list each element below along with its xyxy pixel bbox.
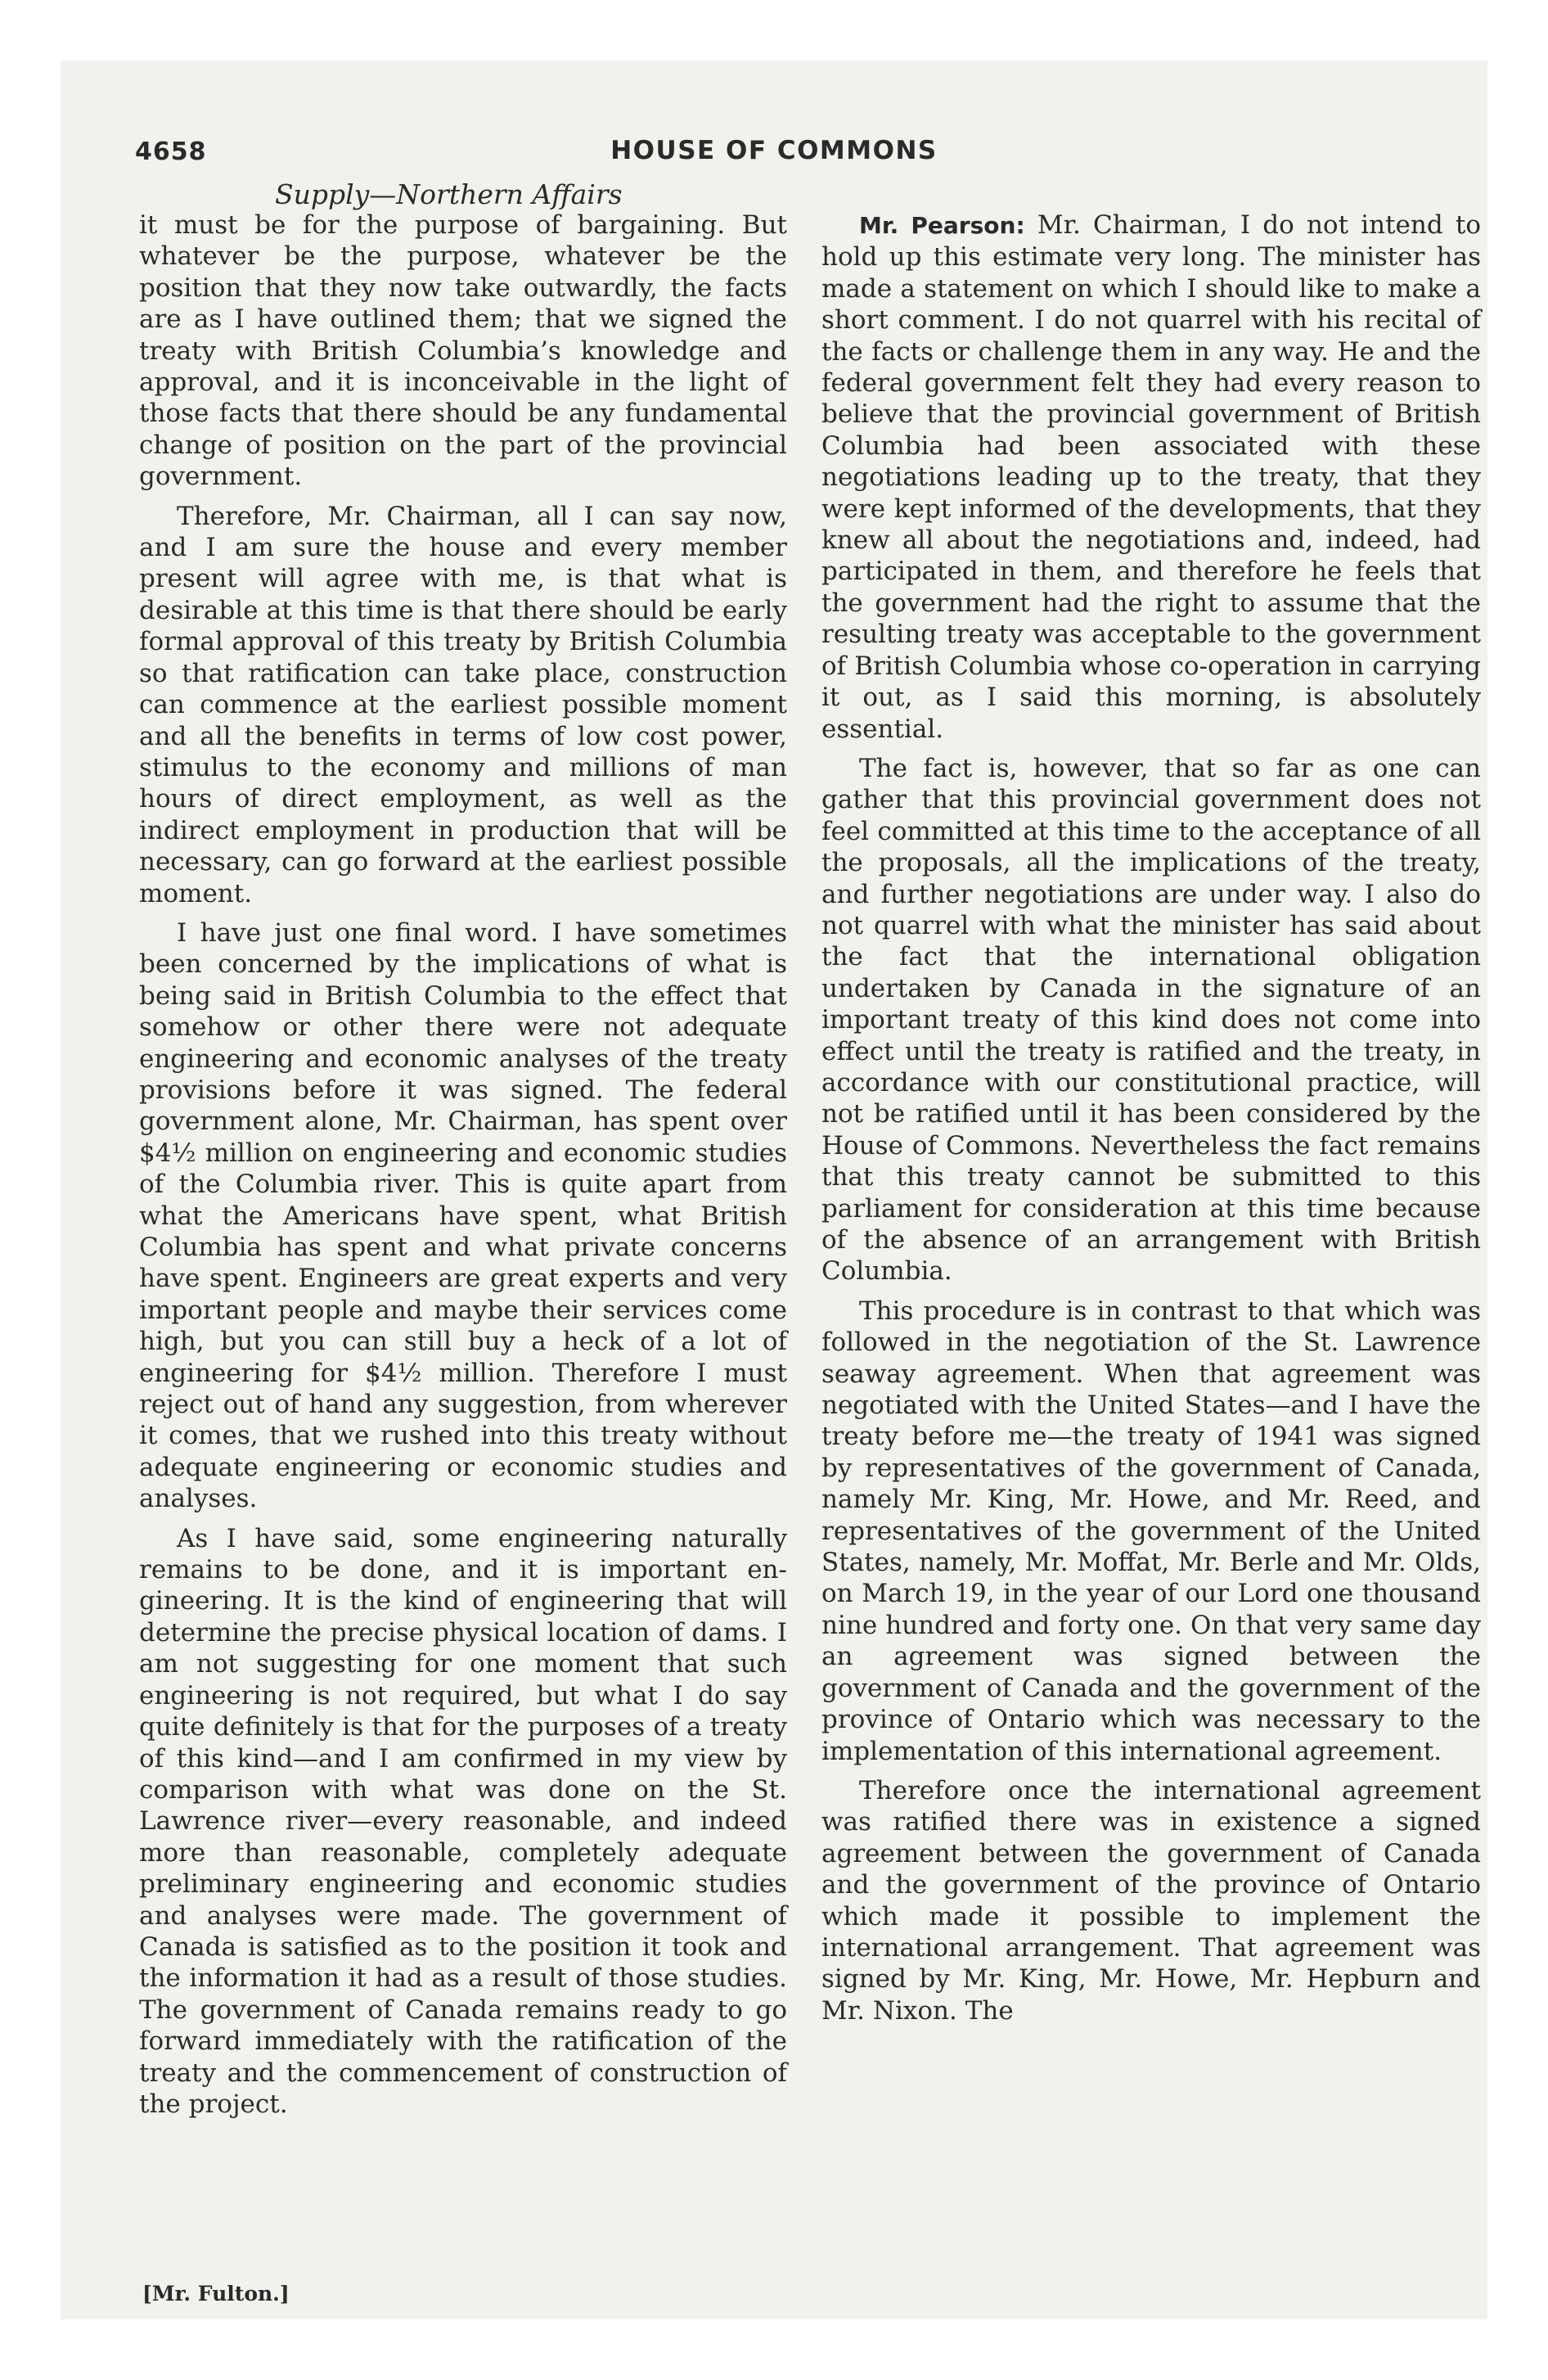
paragraph: it must be for the purpose of bargaining. But whatever be the purpose, whatever be the position that they now take outwardly, the facts are as I have outlined them; that we signed the treaty with British Columbia’s knowledge and approval, and it is inconceivable in the light of those facts that there should be any fundamental change of position on the part of the provincial government. <box>139 210 787 492</box>
paragraph <box>821 210 1481 745</box>
paragraph: As I have said, some engineering naturally remains to be done, and it is important engineering. It is the kind of engineering that will determine the precise physical location of dams. I am not suggesting for one moment that such engineering is not required, but what I do say quite definitely is that for the purposes of a treaty of this kind—and I am confirmed in my view by comparison with what was done on the St. Lawrence river—every reasonable, and indeed more than reasonable, completely adequate preliminary engineering and economic studies and analyses were made. The government of Canada is satisfied as to the position it took and the information it had as a result of those studies. The government of Canada remains ready to go forward immediately with the ratification of the treaty and the commencement of construction of the project. <box>139 1523 787 2119</box>
paragraph: I have just one final word. I have sometimes been concerned by the implications of what is being said in British Columbia to the effect that somehow or other there were not adequate engineering and economic analyses of the treaty provisions before it was signed. The federal government alone, Mr. Chairman, has spent over $4½ million on engineering and economic studies of the Columbia river. This is quite apart from what the Americans have spent, what British Columbia has spent and what private concerns have spent. Engineers are great experts and very important people and maybe their services come high, but you can still buy a heck of a lot of engineering for $4½ million. Therefore I must reject out of hand any suggestion, from wherever it comes, that we rushed into this treaty without adequate engineering or economic studies and analyses. <box>139 917 787 1514</box>
page-number: 4658 <box>135 137 207 166</box>
speaker-name: Mr. Pearson: <box>859 212 1025 239</box>
section-title: Supply—Northern Affairs <box>275 178 623 210</box>
paragraph: Therefore once the international agreement was ratified there was in existence a signed agreement between the government of Canada and the government of the province of Ontario which made it possible to implement the international arrangement. That agreement was signed by Mr. King, Mr. Howe, Mr. Hepburn and Mr. Nixon. The <box>821 1775 1481 2026</box>
paragraph: This procedure is in contrast to that which was followed in the negotiation of the St. Lawrence seaway agreement. When that agreement was negotiated with the United States—and I have the treaty before me—the treaty of 1941 was signed by representatives of the government of Canada, namely Mr. King, Mr. Howe, and Mr. Reed, and representatives of the government of the United States, namely, Mr. Moffat, Mr. Berle and Mr. Olds, on March 19, in the year of our Lord one thousand nine hundred and forty one. On that very same day an agreement was signed between the government of Canada and the government of the province of Ontario which was necessary to the implementation of this international agreement. <box>821 1296 1481 1766</box>
paragraph-text: Mr. Chairman, I do not intend to hold up this estimate very long. The minister has made a statement on which I should like to make a short comment. I do not quarrel with his recital of the facts or challenge them in any way. He and the federal government felt they had every reason to believe that the provincial government of British Columbia had been associated with these negotiations leading up to the treaty, that they were kept informed of the developments, that they knew all about the negotiations and, indeed, had participated in them, and therefore he feels that the government had the right to assume that the resulting treaty was acceptable to the government of British Columbia whose co-operation in carrying it out, as I said this morning, is absolutely essential. <box>821 210 1482 744</box>
paragraph: Therefore, Mr. Chairman, all I can say now, and I am sure the house and every member present will agree with me, is that what is desirable at this time is that there should be early formal approval of this treaty by British Columbia so that ratification can take place, construction can commence at the earliest possible moment and all the benefits in terms of low cost power, stimulus to the economy and millions of man hours of direct employment, as well as the indirect employment in production that will be necessary, can go forward at the earliest possible moment. <box>139 501 787 908</box>
speaker-footer-tag: [Mr. Fulton.] <box>142 2282 290 2306</box>
right-column <box>821 210 1481 2035</box>
page-header-title: HOUSE OF COMMONS <box>610 136 938 165</box>
left-column <box>139 210 787 2128</box>
paragraph: The fact is, however, that so far as one can gather that this provincial government does not feel committed at this time to the acceptance of all the proposals, all the implications of the treaty, and further negotiations are under way. I also do not quarrel with what the minister has said about the fact that the international obligation undertaken by Canada in the signature of an important treaty of this kind does not come into effect until the treaty is ratified and the treaty, in accordance with our constitutional practice, will not be ratified until it has been considered by the House of Commons. Nevertheless the fact remains that this treaty cannot be submitted to this parliament for consideration at this time because of the absence of an arrangement with British Columbia. <box>821 753 1481 1287</box>
